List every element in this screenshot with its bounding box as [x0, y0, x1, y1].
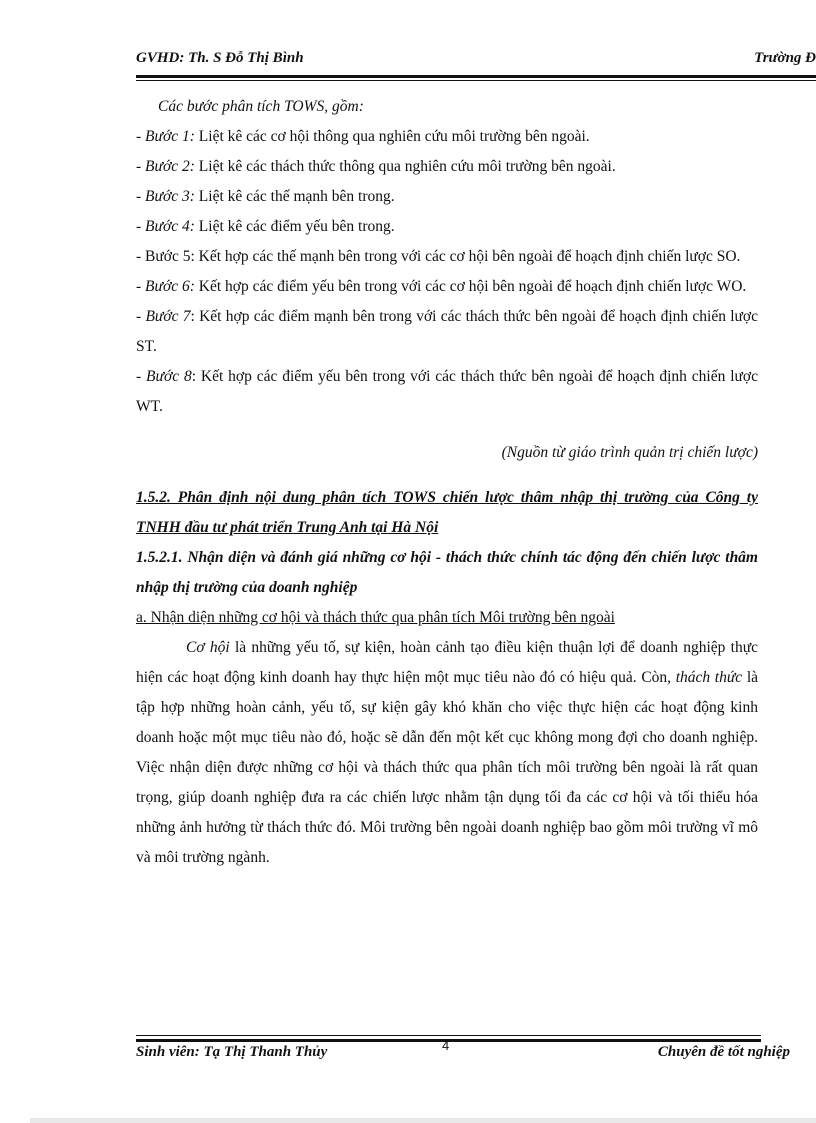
list-item: - Bước 6: Kết hợp các điểm yếu bên trong với các cơ hội bên ngoài để hoạch định chiến lược WO.: [136, 278, 747, 295]
list-item: - Bước 4: Liệt kê các điểm yếu bên trong.: [136, 218, 395, 235]
list-item: - Bước 2: Liệt kê các thách thức thông qua nghiên cứu môi trường bên ngoài.: [136, 158, 616, 175]
page-header: [136, 50, 816, 74]
footer-student: Sinh viên: Tạ Thị Thanh Thủy: [136, 1044, 328, 1060]
steps-list: [136, 122, 758, 422]
header-rule-thick: [136, 75, 816, 78]
subsection-heading: 1.5.2.1. Nhận diện và đánh giá những cơ hội - thách thức chính tác động đến chiến lược thâm nhập thị trường của doanh nghiệp: [136, 549, 758, 596]
list-item: - Bước 3: Liệt kê các thế mạnh bên trong.: [136, 188, 395, 205]
list-item: - Bước 5: Kết hợp các thế mạnh bên trong với các cơ hội bên ngoài để hoạch định chiến lược SO.: [136, 248, 741, 265]
list-item: - Bước 8: Kết hợp các điểm yếu bên trong với các thách thức bên ngoài để hoạch định chiến lược WT.: [136, 368, 758, 415]
header-rule-thin: [136, 80, 816, 81]
term-opportunity: Cơ hội: [186, 639, 230, 656]
item-a-heading: a. Nhận diện những cơ hội và thách thức qua phân tích Môi trường bên ngoài: [136, 609, 615, 626]
footer-rule-thin: [136, 1035, 761, 1036]
header-supervisor: GVHD: Th. S Đỗ Thị Bình: [136, 50, 304, 66]
header-school: Trường Đ: [754, 50, 816, 66]
term-threat: thách thức: [675, 669, 743, 686]
list-item: - Bước 7: Kết hợp các điểm mạnh bên trong với các thách thức bên ngoài để hoạch định chiến lược ST.: [136, 308, 759, 355]
footer-title: Chuyên đề tốt nghiệp: [657, 1044, 790, 1060]
source-citation: (Nguồn từ giáo trình quản trị chiến lược): [501, 443, 758, 461]
list-item: - Bước 1: Liệt kê các cơ hội thông qua nghiên cứu môi trường bên ngoài.: [136, 128, 590, 145]
page-footer: [136, 1038, 790, 1066]
section-heading: 1.5.2. Phân định nội dung phân tích TOWS chiến lược thâm nhập thị trường của Công ty TNHH đầu tư phát triển Trung Anh tại Hà Nội: [136, 489, 758, 536]
body-paragraph: Cơ hội là những yếu tố, sự kiện, hoàn cảnh tạo điều kiện thuận lợi để doanh nghiệp thực hiện các hoạt động kinh doanh hay thực hiện một mục tiêu nào đó có hiệu quả. Còn, thách thức là tập hợp những hoàn cảnh, yếu tố, sự kiện gây khó khăn cho việc thực hiện các hoạt động kinh doanh hoặc một mục tiêu nào đó, hoặc sẽ dẫn đến một kết cục không mong đợi cho doanh nghiệp. Việc nhận diện được những cơ hội và thách thức qua phân tích môi trường bên ngoài là rất quan trọng, giúp doanh nghiệp đưa ra các chiến lược nhằm tận dụng tối đa các cơ hội và tối thiểu hóa những ảnh hưởng từ thách thức đó. Môi trường bên ngoài doanh nghiệp bao gồm môi trường vĩ mô và môi trường ngành.: [136, 639, 759, 866]
document-body: [136, 92, 758, 873]
steps-intro: Các bước phân tích TOWS, gồm:: [158, 98, 364, 115]
page-bottom-shadow: [30, 1118, 816, 1123]
page-number: 4: [442, 1038, 450, 1053]
